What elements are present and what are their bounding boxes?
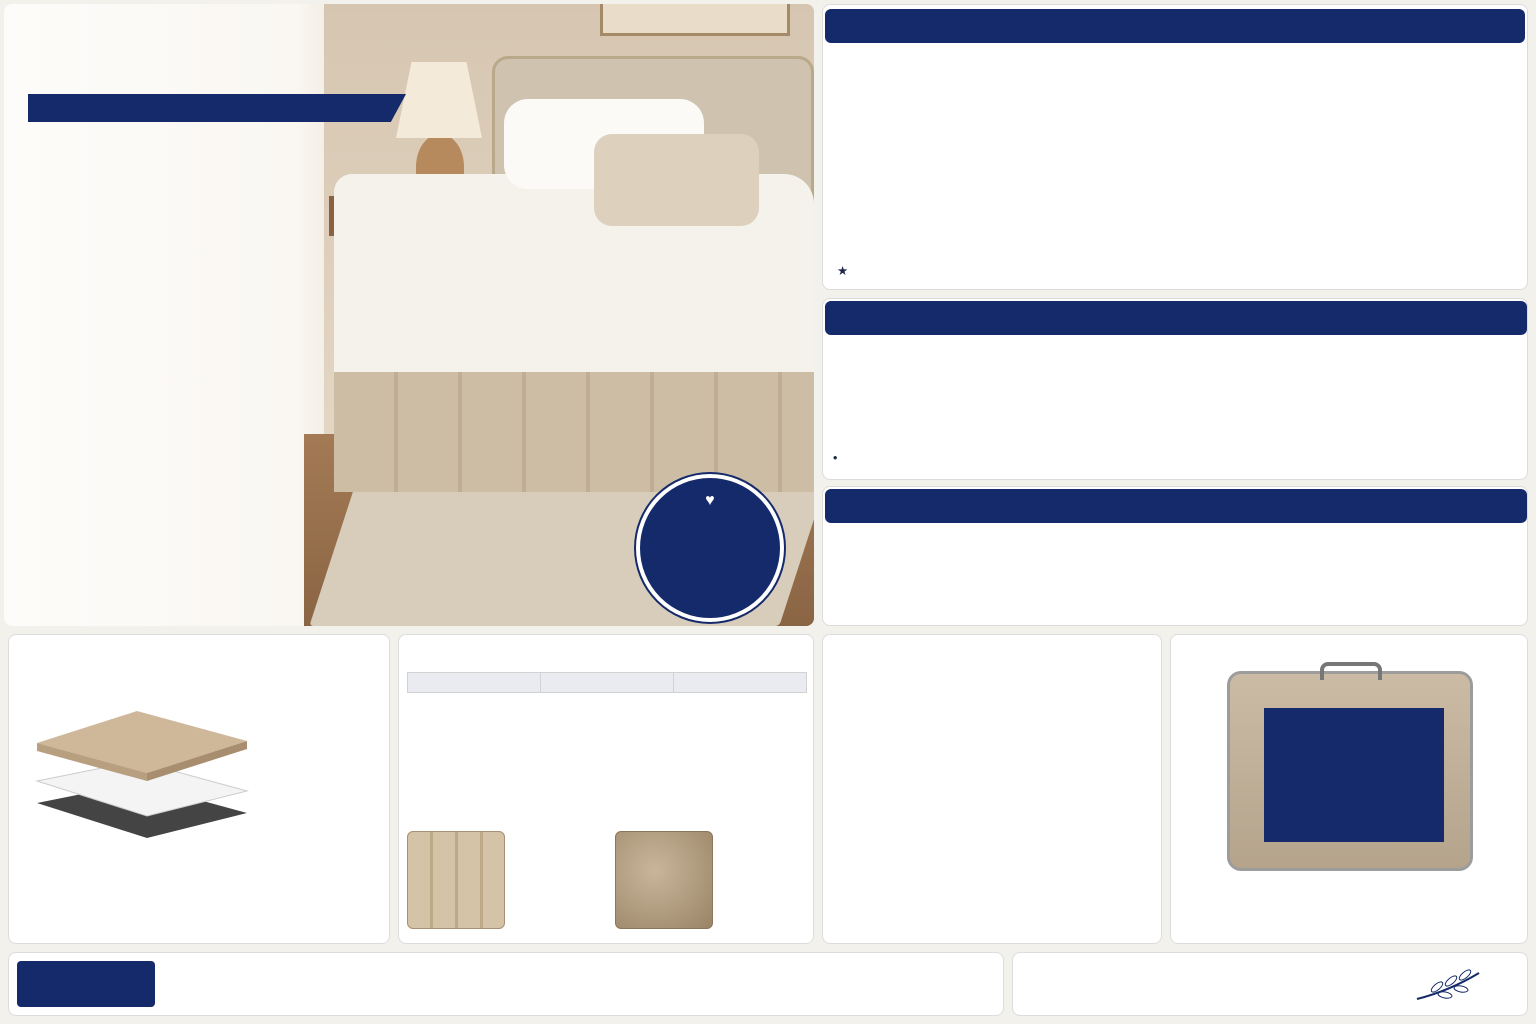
sizes-header (825, 9, 1525, 43)
colors-header (825, 301, 1527, 335)
size-guide-table (407, 672, 807, 693)
accent-pillow (594, 134, 759, 226)
tagline (28, 94, 406, 122)
size-guide-panel (398, 634, 814, 944)
bag-label (1264, 708, 1444, 842)
wall-art (600, 4, 790, 36)
ideal-for-label (17, 961, 155, 1007)
sizes-note (837, 263, 848, 278)
key-features-header (825, 489, 1527, 523)
ideal-for-bar (8, 952, 1004, 1016)
material-panel (8, 634, 390, 944)
hero-section (4, 4, 814, 626)
laurel-branch-icon (1413, 965, 1485, 1005)
packaging-bag (1227, 671, 1473, 871)
available-colors-panel (822, 298, 1528, 480)
packaging-panel (1170, 634, 1528, 944)
bed-skirt-image (334, 372, 814, 492)
tailored-corner-photo (407, 831, 505, 929)
star-icon: ★ (837, 264, 849, 278)
drape-photo (615, 831, 713, 929)
colors-note: • (833, 451, 838, 465)
heart-icon: ♥ (705, 492, 715, 509)
slogan-panel (1012, 952, 1528, 1016)
bag-handle (1320, 662, 1382, 680)
layers-illustration (27, 673, 257, 848)
key-features-panel (822, 486, 1528, 626)
specifications-panel (822, 634, 1162, 944)
available-sizes-panel (822, 4, 1528, 290)
clean-look-badge (636, 474, 784, 622)
